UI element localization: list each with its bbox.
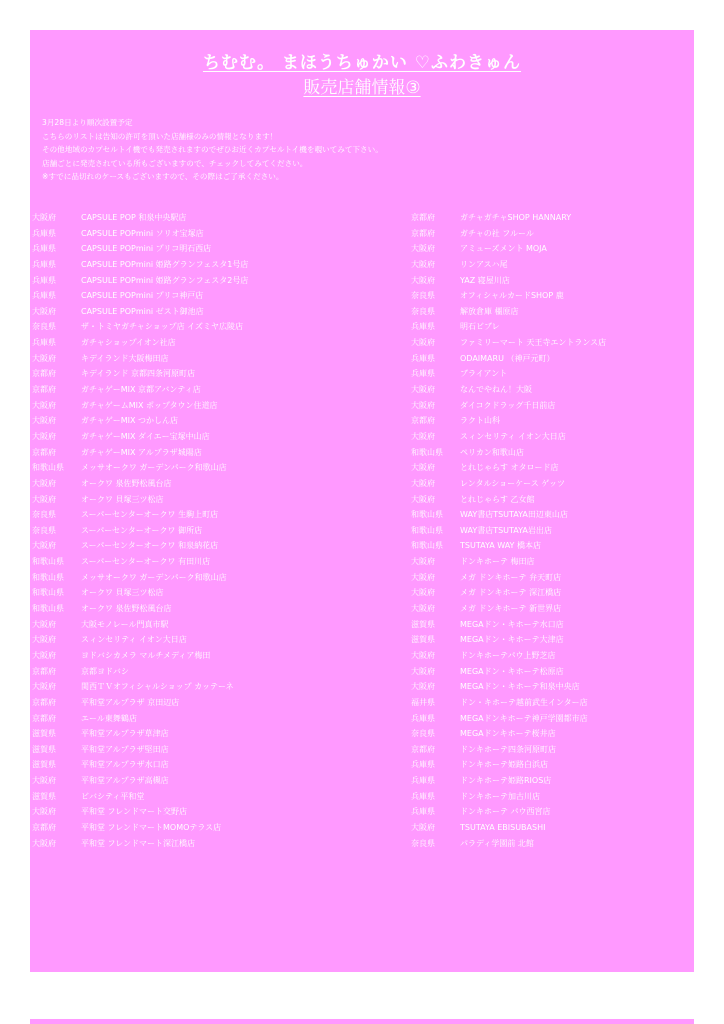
store-name: オークワ 貝塚三ツ松店	[81, 494, 164, 504]
store-name: ガチャの社 フルール	[460, 228, 534, 238]
prefecture: 大阪府	[32, 682, 56, 692]
note-line: こちらのリストは告知の許可を頂いた店舗様のみの情報となります！	[42, 131, 278, 141]
store-row	[32, 523, 352, 539]
store-row	[32, 617, 352, 633]
store-row	[32, 585, 352, 601]
store-row	[32, 241, 352, 257]
store-row	[411, 820, 691, 836]
store-name: ペリカン和歌山店	[460, 447, 524, 457]
store-name: なんでやねん！大阪	[460, 385, 532, 395]
store-name: ドンキホーテ加古川店	[460, 791, 540, 801]
prefecture: 大阪府	[411, 682, 435, 692]
store-name: TSUTAYA WAY 橋本店	[460, 541, 541, 551]
prefecture: 大阪府	[32, 353, 56, 363]
store-row	[411, 413, 691, 429]
store-name: 関西ＴＶオフィシャルショップ カッテーネ	[81, 682, 234, 692]
store-row	[32, 507, 352, 523]
store-name: オークワ 泉佐野松風台店	[81, 478, 172, 488]
store-name: 平和堂 フレンドマート深江橋店	[81, 838, 196, 848]
store-name: オークワ 貝塚三ツ松店	[81, 588, 164, 598]
store-row	[411, 507, 691, 523]
store-name: ODAIMARU （神戸元町）	[460, 353, 555, 363]
store-row	[32, 711, 352, 727]
store-row	[411, 398, 691, 414]
prefecture: 滋賀県	[32, 729, 56, 739]
store-row	[411, 617, 691, 633]
store-name: パラディ学園前 北館	[460, 838, 534, 848]
store-row	[32, 773, 352, 789]
prefecture: 奈良県	[32, 525, 56, 535]
prefecture: 大阪府	[32, 776, 56, 786]
store-name: ドンキホーテ四条河原町店	[460, 744, 556, 754]
store-row	[411, 601, 691, 617]
store-name: メガ ドンキホーテ 新世界店	[460, 604, 562, 614]
prefecture: 兵庫県	[411, 713, 435, 723]
store-name: スィンセリティ イオン大日店	[81, 635, 187, 645]
prefecture: 滋賀県	[411, 635, 435, 645]
store-row	[32, 273, 352, 289]
store-name: CAPSULE POPmini プリコ神戸店	[81, 291, 204, 301]
store-name: メッサオークワ ガーデンパーク和歌山店	[81, 572, 227, 582]
store-name: MEGAドン・キホーテ水口店	[460, 619, 564, 629]
prefecture: 兵庫県	[411, 807, 435, 817]
store-row	[32, 679, 352, 695]
store-name: CAPSULE POPmini 姫路グランフェスタ1号店	[81, 259, 249, 269]
store-row	[32, 789, 352, 805]
prefecture: 兵庫県	[411, 322, 435, 332]
store-name: キデイランド 京都四条河原町店	[81, 369, 195, 379]
store-row	[411, 257, 691, 273]
note-line: 3月28日より順次設置予定	[42, 118, 133, 127]
prefecture: 滋賀県	[32, 791, 56, 801]
store-row	[411, 366, 691, 382]
store-name: WAY書店TSUTAYA田辺東山店	[460, 510, 568, 520]
note-line: ※すでに品切れのケースもございますので、その際はご了承ください。	[42, 172, 284, 181]
store-row	[411, 570, 691, 586]
store-name: スーパーセンターオークワ 有田川店	[81, 557, 211, 567]
prefecture: 大阪府	[32, 400, 56, 410]
prefecture: 大阪府	[32, 431, 56, 441]
store-row	[32, 492, 352, 508]
store-name: ドンキホーテ姫路白浜店	[460, 760, 548, 770]
store-row	[411, 460, 691, 476]
store-name: エール東舞鶴店	[81, 713, 137, 723]
prefecture: 兵庫県	[32, 244, 56, 254]
store-row	[32, 366, 352, 382]
store-row	[411, 664, 691, 680]
bottom-divider	[30, 1019, 694, 1024]
store-name: ガチャショップイオン社店	[81, 338, 176, 348]
store-name: ダイコクドラッグ千日前店	[460, 400, 556, 410]
prefecture: 大阪府	[411, 275, 435, 285]
prefecture: 和歌山県	[32, 604, 64, 614]
store-name: 明石ビブレ	[460, 322, 500, 332]
prefecture: 和歌山県	[32, 557, 64, 567]
store-row	[32, 820, 352, 836]
store-row	[32, 757, 352, 773]
prefecture: 京都府	[32, 369, 56, 379]
prefecture: 和歌山県	[32, 588, 64, 598]
prefecture: 大阪府	[32, 619, 56, 629]
store-name: YAZ 寝屋川店	[460, 275, 510, 285]
prefecture: 大阪府	[411, 463, 435, 473]
prefecture: 滋賀県	[411, 619, 435, 629]
store-name: ガチャゲームMIX ポップタウン住道店	[81, 400, 218, 410]
store-name: オフィシャルカードSHOP 鹿	[460, 291, 564, 301]
store-name: 平和堂 フレンドマートMOMOテラス店	[81, 822, 222, 832]
prefecture: 京都府	[411, 416, 435, 426]
prefecture: 大阪府	[32, 494, 56, 504]
store-name: MEGAドン・キホーテ和泉中央店	[460, 682, 580, 692]
store-name: リンアスハ尾	[460, 259, 508, 269]
prefecture: 大阪府	[411, 259, 435, 269]
store-name: ファミリーマート 天王寺エントランス店	[460, 338, 607, 348]
store-name: 平和堂アルプラザ水口店	[81, 760, 169, 770]
store-name: TSUTAYA EBISUBASHI	[460, 822, 546, 832]
prefecture: 奈良県	[32, 510, 56, 520]
store-name: CAPSULE POPmini プリコ明石西店	[81, 244, 212, 254]
store-row	[32, 554, 352, 570]
store-name: CAPSULE POPmini 姫路グランフェスタ2号店	[81, 275, 249, 285]
store-name: メガ ドンキホーテ 深江橋店	[460, 588, 562, 598]
store-row	[411, 382, 691, 398]
store-name: ガチャゲーMIX つかしん店	[81, 416, 179, 426]
store-row	[411, 241, 691, 257]
store-name: ガチャガチャSHOP HANNARY	[460, 213, 572, 222]
store-row	[411, 492, 691, 508]
store-name: CAPSULE POPmini ゼスト御池店	[81, 306, 204, 316]
prefecture: 大阪府	[32, 416, 56, 426]
store-name: MEGAドンキホーテ桜井店	[460, 729, 556, 739]
store-row	[411, 554, 691, 570]
prefecture: 大阪府	[32, 807, 56, 817]
store-name: メッサオークワ ガーデンパーク和歌山店	[81, 463, 227, 473]
store-row	[32, 476, 352, 492]
prefecture: 和歌山県	[411, 525, 443, 535]
store-row	[32, 695, 352, 711]
prefecture: 大阪府	[411, 431, 435, 441]
store-row	[411, 429, 691, 445]
store-name: キデイランド大阪梅田店	[81, 353, 169, 363]
prefecture: 大阪府	[411, 244, 435, 254]
prefecture: 兵庫県	[411, 776, 435, 786]
prefecture: 兵庫県	[411, 760, 435, 770]
store-name: CAPSULE POPmini ソリオ宝塚店	[81, 228, 204, 238]
store-row	[32, 288, 352, 304]
store-name: レンタルショーケース ゲッツ	[460, 478, 565, 488]
store-row	[32, 726, 352, 742]
store-row	[411, 789, 691, 805]
prefecture: 京都府	[411, 228, 435, 238]
page-title: ちむむ。 まほうちゅかい ♡ふわきゅん	[202, 53, 522, 73]
store-name: 平和堂アルプラザ草津店	[81, 729, 169, 739]
store-row	[411, 319, 691, 335]
store-name: ラクト山科	[460, 416, 500, 426]
prefecture: 大阪府	[32, 635, 56, 645]
prefecture: 兵庫県	[411, 369, 435, 379]
notes-block	[42, 116, 383, 184]
prefecture: 兵庫県	[32, 291, 56, 301]
prefecture: 奈良県	[32, 322, 56, 332]
page-subtitle: 販売店舗情報③	[303, 78, 421, 98]
store-row	[411, 210, 691, 226]
prefecture: 京都府	[32, 447, 56, 457]
store-row	[32, 804, 352, 820]
store-list-right	[411, 210, 691, 851]
prefecture: 奈良県	[411, 306, 435, 316]
prefecture: 大阪府	[32, 838, 56, 848]
store-name: とれじゃらす オタロード店	[460, 463, 559, 473]
store-name: ガチャゲーMIX アルプラザ城陽店	[81, 447, 202, 457]
store-name: ドンキホーテ姫路RIOS店	[460, 776, 552, 786]
store-row	[32, 304, 352, 320]
prefecture: 大阪府	[411, 572, 435, 582]
store-row	[411, 351, 691, 367]
store-name: 大阪モノレール門真市駅	[81, 619, 169, 629]
store-name: WAY書店TSUTAYA岩出店	[460, 525, 552, 535]
store-row	[32, 351, 352, 367]
store-name: ガチャゲーMIX 京都アバンティ店	[81, 385, 201, 395]
store-row	[411, 632, 691, 648]
store-row	[32, 413, 352, 429]
content-panel	[30, 30, 694, 972]
prefecture: 兵庫県	[32, 228, 56, 238]
store-row	[411, 476, 691, 492]
prefecture: 京都府	[32, 385, 56, 395]
store-row	[32, 601, 352, 617]
store-name: 平和堂アルプラザ 京田辺店	[81, 697, 180, 707]
store-row	[32, 319, 352, 335]
prefecture: 奈良県	[411, 291, 435, 301]
store-row	[411, 273, 691, 289]
store-row	[411, 773, 691, 789]
store-row	[411, 335, 691, 351]
store-row	[411, 288, 691, 304]
prefecture: 兵庫県	[411, 791, 435, 801]
prefecture: 大阪府	[411, 385, 435, 395]
store-row	[32, 226, 352, 242]
prefecture: 大阪府	[411, 557, 435, 567]
store-name: MEGAドン・キホーテ大津店	[460, 635, 564, 645]
prefecture: 京都府	[411, 213, 435, 222]
store-name: ブライアント	[460, 369, 508, 379]
store-name: スィンセリティ イオン大日店	[460, 431, 566, 441]
store-name: CAPSULE POP 和泉中央駅店	[81, 213, 187, 222]
prefecture: 大阪府	[411, 494, 435, 504]
store-list-left	[32, 210, 352, 851]
prefecture: 京都府	[32, 666, 56, 676]
prefecture: 兵庫県	[32, 259, 56, 269]
prefecture: 大阪府	[32, 650, 56, 660]
store-name: MEGAドン・キホーテ松原店	[460, 666, 564, 676]
store-name: 解放倉庫 橿原店	[460, 306, 519, 316]
prefecture: 大阪府	[411, 588, 435, 598]
store-row	[32, 335, 352, 351]
store-row	[32, 664, 352, 680]
prefecture: 京都府	[32, 697, 56, 707]
store-name: オークワ 泉佐野松風台店	[81, 604, 172, 614]
prefecture: 奈良県	[411, 729, 435, 739]
prefecture: 大阪府	[411, 822, 435, 832]
store-name: ザ・トミヤガチャショップ店 イズミヤ広陵店	[81, 322, 244, 332]
store-row	[32, 210, 352, 226]
store-name: ドンキホーテ 梅田店	[460, 557, 535, 567]
store-row	[411, 836, 691, 852]
store-row	[411, 757, 691, 773]
prefecture: 兵庫県	[32, 338, 56, 348]
store-row	[411, 226, 691, 242]
prefecture: 大阪府	[32, 541, 56, 551]
store-name: ヨドバシカメラ マルチメディア梅田	[81, 650, 211, 660]
store-name: ドンキホーテパウ上野芝店	[460, 650, 556, 660]
store-row	[411, 523, 691, 539]
prefecture: 大阪府	[411, 478, 435, 488]
prefecture: 兵庫県	[411, 353, 435, 363]
store-name: メガ ドンキホーテ 弁天町店	[460, 572, 562, 582]
store-row	[32, 429, 352, 445]
store-row	[32, 742, 352, 758]
prefecture: 和歌山県	[32, 463, 64, 473]
prefecture: 大阪府	[32, 478, 56, 488]
prefecture: 京都府	[32, 822, 56, 832]
store-row	[32, 445, 352, 461]
store-name: 平和堂アルプラザ堅田店	[81, 744, 169, 754]
store-row	[411, 726, 691, 742]
prefecture: 和歌山県	[411, 510, 443, 520]
note-line: その他地域のカプセルトイ機でも発売されますのでぜひお近くカプセルトイ機を覗いてみて下さい。	[42, 145, 383, 154]
store-row	[32, 382, 352, 398]
prefecture: 京都府	[32, 713, 56, 723]
store-name: MEGAドンキホーテ神戸学園都市店	[460, 713, 588, 723]
prefecture: 和歌山県	[32, 572, 64, 582]
store-name: スーパーセンターオークワ 御所店	[81, 525, 203, 535]
store-row	[32, 538, 352, 554]
store-name: スーパーセンターオークワ 和泉納花店	[81, 541, 219, 551]
store-name: ドンキホーテ パウ西宮店	[460, 807, 551, 817]
store-row	[411, 679, 691, 695]
prefecture: 大阪府	[32, 306, 56, 316]
store-name: スーパーセンターオークワ 生駒上町店	[81, 510, 219, 520]
store-name: 京都ヨドバシ	[81, 666, 129, 676]
store-name: ガチャゲーMIX ダイエー宝塚中山店	[81, 431, 210, 441]
store-row	[411, 445, 691, 461]
store-row	[32, 398, 352, 414]
store-name: 平和堂アルプラザ高槻店	[81, 776, 169, 786]
prefecture: 兵庫県	[32, 275, 56, 285]
store-row	[32, 648, 352, 664]
store-row	[32, 836, 352, 852]
prefecture: 大阪府	[411, 604, 435, 614]
store-row	[32, 257, 352, 273]
store-row	[411, 585, 691, 601]
prefecture: 大阪府	[411, 400, 435, 410]
store-name: 平和堂 フレンドマート交野店	[81, 807, 188, 817]
prefecture: 大阪府	[411, 338, 435, 348]
store-name: とれじゃらす 乙女館	[460, 494, 535, 504]
store-row	[411, 742, 691, 758]
store-name: ドン・キホーテ越前武生インター店	[460, 697, 588, 707]
store-row	[411, 711, 691, 727]
store-row	[32, 460, 352, 476]
store-row	[32, 632, 352, 648]
store-row	[411, 304, 691, 320]
prefecture: 大阪府	[411, 666, 435, 676]
prefecture: 滋賀県	[32, 760, 56, 770]
store-row	[411, 804, 691, 820]
store-name: アミューズメント MOJA	[460, 244, 547, 254]
store-row	[411, 648, 691, 664]
prefecture: 和歌山県	[411, 541, 443, 551]
prefecture: 京都府	[411, 744, 435, 754]
note-line: 店舗ごとに発売されている所もございますので、チェックしてみてください。	[42, 158, 308, 168]
store-row	[411, 695, 691, 711]
prefecture: 大阪府	[32, 213, 56, 222]
store-row	[32, 570, 352, 586]
prefecture: 福井県	[411, 697, 435, 707]
store-row	[411, 538, 691, 554]
prefecture: 滋賀県	[32, 744, 56, 754]
prefecture: 和歌山県	[411, 447, 443, 457]
store-name: ビバシティ平和堂	[81, 791, 145, 801]
prefecture: 奈良県	[411, 838, 435, 848]
prefecture: 大阪府	[411, 650, 435, 660]
